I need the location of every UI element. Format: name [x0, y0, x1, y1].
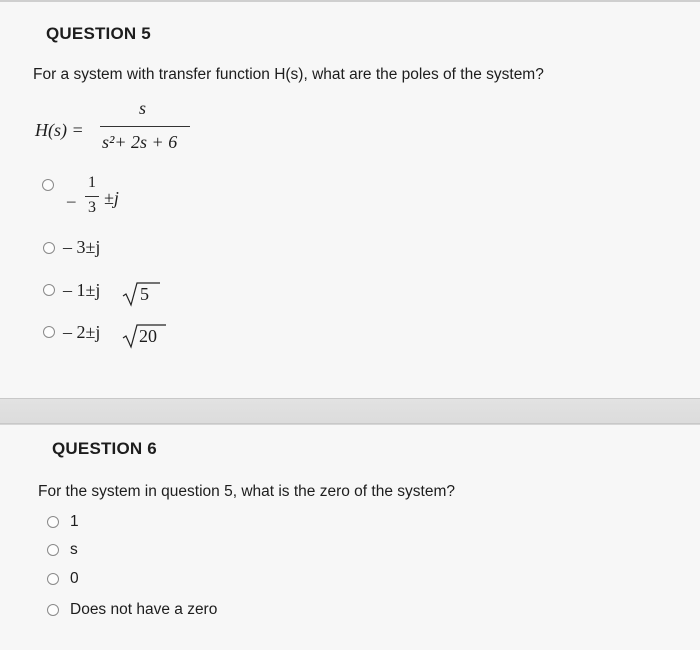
question-divider [0, 398, 700, 424]
q5-option-2-text: – 3±j [63, 237, 101, 257]
q6-option-1-label: 1 [70, 513, 79, 530]
q5-option-3-prefix: – 1±j [63, 280, 101, 300]
equation-numerator: s [139, 98, 147, 118]
q5-option-1-rest: ±j [104, 188, 119, 208]
q5-option-3-radicand: 5 [140, 284, 149, 304]
q5-option-3-radio[interactable] [43, 284, 55, 296]
q5-option-1-denominator: 3 [88, 199, 96, 216]
equation-fraction-line [100, 126, 190, 127]
q6-option-2-radio[interactable] [47, 544, 59, 556]
q6-option-4-radio[interactable] [47, 604, 59, 616]
q5-option-4-prefix: – 2±j [63, 322, 101, 342]
q5-option-2-radio[interactable] [43, 242, 55, 254]
q5-option-4-radio[interactable] [43, 326, 55, 338]
question-6-title: QUESTION 6 [52, 439, 157, 458]
question-5-title: QUESTION 5 [46, 24, 151, 43]
question-6-panel [0, 424, 700, 650]
q6-option-1-radio[interactable] [47, 516, 59, 528]
q6-option-3-radio[interactable] [47, 573, 59, 585]
q5-option-1-minus: – [67, 191, 76, 210]
q5-option-1-numerator: 1 [88, 174, 96, 191]
q5-option-1-radio[interactable] [42, 179, 54, 191]
equation-lhs: H(s) = [35, 120, 84, 140]
question-6-prompt: For the system in question 5, what is the zero of the system? [38, 483, 455, 500]
q5-option-1-fraction-line [85, 196, 99, 197]
q5-option-4-radicand: 20 [139, 326, 157, 346]
q6-option-3-label: 0 [70, 570, 79, 587]
question-5-prompt: For a system with transfer function H(s), what are the poles of the system? [33, 66, 544, 83]
equation-denominator: s²+ 2s + 6 [102, 132, 178, 152]
q6-option-2-label: s [70, 541, 78, 558]
q6-option-4-label: Does not have a zero [70, 601, 218, 618]
